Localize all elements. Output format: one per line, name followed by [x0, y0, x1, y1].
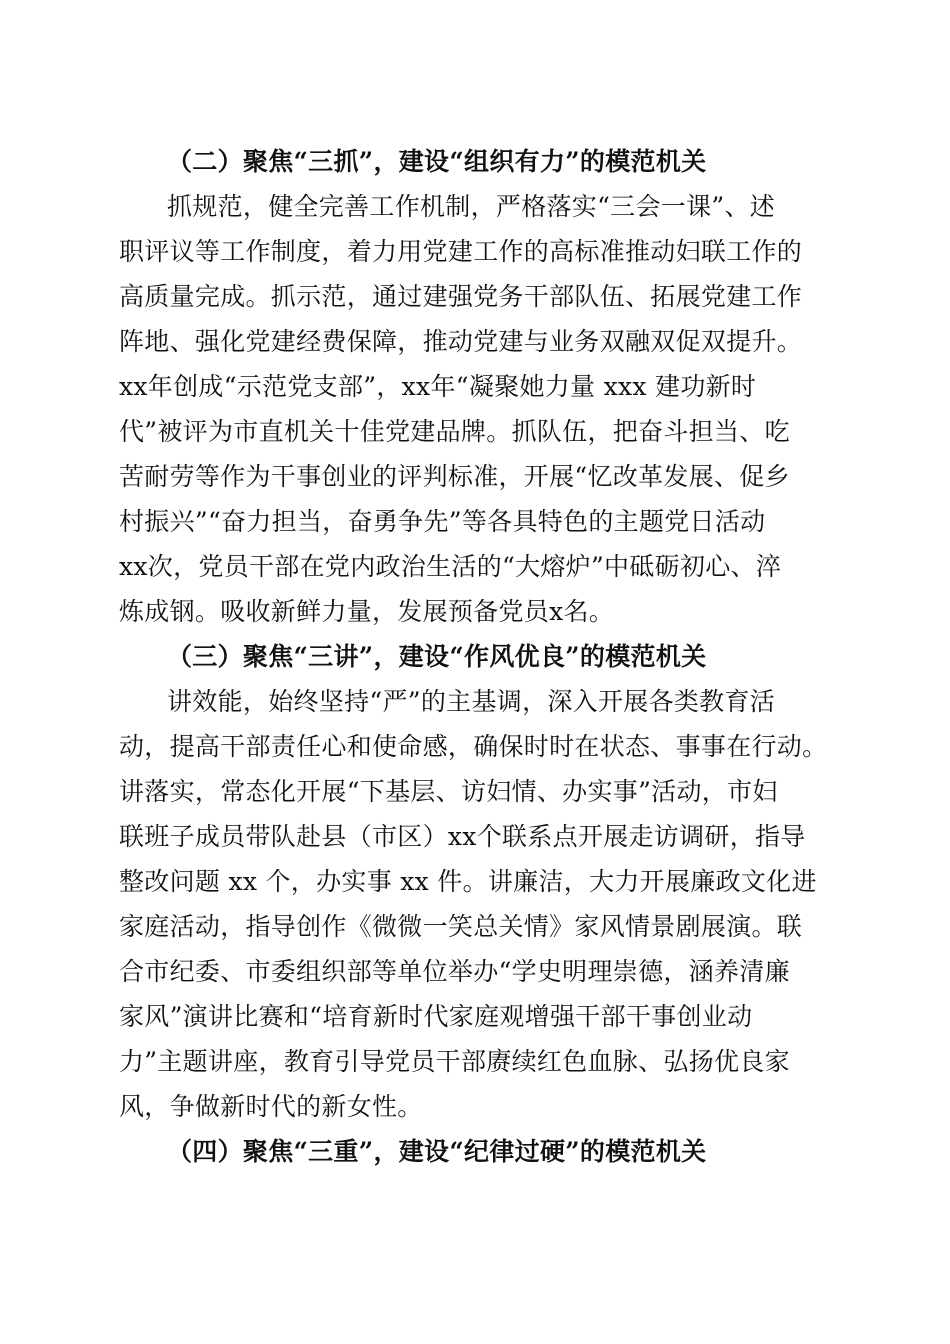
paragraph-line: 抓规范，健全完善工作机制，严格落实“三会一课”、述 [167, 192, 776, 221]
section-heading-4: （四）聚焦“三重”，建设“纪律过硬”的模范机关 [167, 1137, 707, 1166]
paragraph-line: 联班子成员带队赴县（市区）xx个联系点开展走访调研，指导 [119, 822, 806, 851]
section-heading-3: （三）聚焦“三讲”，建设“作风优良”的模范机关 [167, 642, 707, 671]
paragraph-line: 阵地、强化党建经费保障，推动党建与业务双融双促双提升。 [119, 327, 803, 356]
paragraph-line: 家风”演讲比赛和“培育新时代家庭观增强干部干事创业动 [119, 1002, 753, 1031]
paragraph-line: 合市纪委、市委组织部等单位举办“学史明理崇德，涵养清廉 [119, 957, 790, 986]
paragraph-line: 炼成钢。吸收新鲜力量，发展预备党员x名。 [119, 597, 615, 626]
paragraph-line: 代”被评为市直机关十佳党建品牌。抓队伍，把奋斗担当、吃 [119, 417, 790, 446]
paragraph-line: xx次，党员干部在党内政治生活的“大熔炉”中砥砺初心、淬 [119, 552, 782, 581]
paragraph-line: 力”主题讲座，教育引导党员干部赓续红色血脉、弘扬优良家 [119, 1047, 790, 1076]
section-heading-2: （二）聚焦“三抓”，建设“组织有力”的模范机关 [167, 147, 707, 176]
paragraph-line: xx年创成“示范党支部”，xx年“凝聚她力量 xxx 建功新时 [119, 372, 757, 401]
paragraph-line: 家庭活动，指导创作《微微一笑总关情》家风情景剧展演。联 [119, 912, 803, 941]
paragraph-line: 风，争做新时代的新女性。 [119, 1092, 423, 1121]
paragraph-line: 整改问题 xx 个，办实事 xx 件。讲廉洁，大力开展廉政文化进 [119, 867, 817, 896]
paragraph-line: 村振兴”“奋力担当，奋勇争先”等各具特色的主题党日活动 [119, 507, 766, 536]
paragraph-line: 高质量完成。抓示范，通过建强党务干部队伍、拓展党建工作 [119, 282, 803, 311]
paragraph-line: 讲落实，常态化开展“下基层、访妇情、办实事”活动，市妇 [119, 777, 778, 806]
paragraph-line: 讲效能，始终坚持“严”的主基调，深入开展各类教育活 [167, 687, 776, 716]
paragraph-line: 动，提高干部责任心和使命感，确保时时在状态、事事在行动。 [119, 732, 828, 761]
paragraph-line: 职评议等工作制度，着力用党建工作的高标准推动妇联工作的 [119, 237, 803, 266]
paragraph-line: 苦耐劳等作为干事创业的评判标准，开展“忆改革发展、促乡 [119, 462, 790, 491]
